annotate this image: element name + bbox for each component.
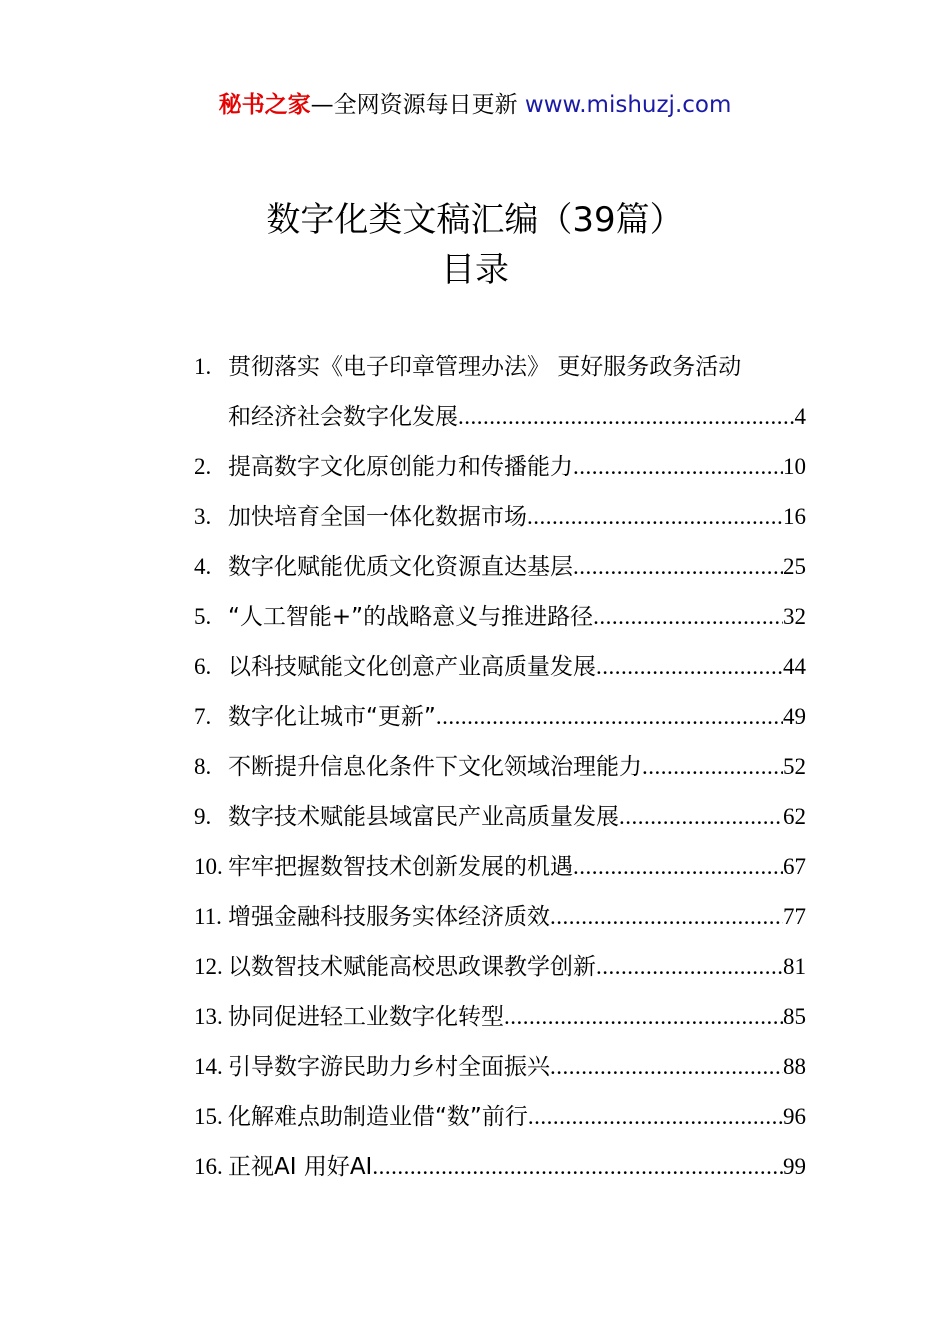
toc-dot-leader: [573, 842, 783, 892]
toc-entry-title: “人工智能+”的战略意义与推进路径: [228, 604, 594, 630]
toc-entry-title: 数字技术赋能县域富民产业高质量发展: [228, 804, 619, 830]
toc-entry-title: 加快培育全国一体化数据市场: [228, 504, 527, 530]
toc-entry-page: 4: [794, 404, 806, 429]
toc-entry-number: 14.: [194, 1054, 223, 1079]
toc-entry[interactable]: [194, 1042, 806, 1092]
toc-entry-number: 4.: [194, 554, 212, 579]
toc-entry-page: 10: [783, 454, 806, 479]
toc-entry-page: 81: [783, 954, 806, 979]
toc-entry-number: 5.: [194, 604, 212, 629]
toc-dot-leader: [642, 742, 783, 792]
toc-entry-page: 77: [783, 904, 806, 929]
toc-dot-leader: [550, 892, 783, 942]
toc-dot-leader: [596, 642, 783, 692]
toc-entry-number: 1.: [194, 354, 212, 379]
toc-entry-number: 2.: [194, 454, 212, 479]
toc-dot-leader: [436, 692, 783, 742]
toc-entry-title: 以数智技术赋能高校思政课教学创新: [228, 954, 596, 980]
toc-entry[interactable]: [194, 792, 806, 842]
toc-entry[interactable]: [194, 692, 806, 742]
toc-entry-page: 96: [783, 1104, 806, 1129]
toc-entry-page: 52: [783, 754, 806, 779]
toc-entry-page: 49: [783, 704, 806, 729]
toc-dot-leader: [550, 1042, 783, 1092]
toc-entry-title: 协同促进轻工业数字化转型: [228, 1004, 504, 1030]
toc-dot-leader: [504, 992, 783, 1042]
toc-entry[interactable]: [194, 742, 806, 792]
toc-entry[interactable]: [194, 1142, 806, 1192]
toc-entry-title: 增强金融科技服务实体经济质效: [228, 904, 550, 930]
toc-entry[interactable]: [194, 342, 806, 442]
brand-name: 秘书之家: [218, 92, 311, 118]
toc-entry-number: 16.: [194, 1154, 223, 1179]
toc-entry-title-line2: 和经济社会数字化发展: [228, 404, 458, 430]
toc-dot-leader: [619, 792, 783, 842]
toc-dot-leader: [573, 542, 783, 592]
document-title: 数字化类文稿汇编（39篇）: [266, 200, 684, 240]
toc-entry-page: 25: [783, 554, 806, 579]
toc-entry-number: 6.: [194, 654, 212, 679]
toc-entry-title: 牢牢把握数智技术创新发展的机遇: [228, 854, 573, 880]
site-header-banner: [0, 88, 950, 122]
toc-entry-page: 32: [783, 604, 806, 629]
table-of-contents: [194, 342, 806, 1192]
toc-entry-title: 不断提升信息化条件下文化领域治理能力: [228, 754, 642, 780]
toc-entry-page: 85: [783, 1004, 806, 1029]
toc-entry[interactable]: [194, 992, 806, 1042]
toc-dot-leader: [372, 1142, 783, 1192]
toc-entry-page: 62: [783, 804, 806, 829]
toc-entry-number: 12.: [194, 954, 223, 979]
toc-entry-number: 7.: [194, 704, 212, 729]
toc-dot-leader: [593, 592, 783, 642]
toc-entry-number: 9.: [194, 804, 212, 829]
toc-dot-leader: [527, 492, 783, 542]
toc-entry-number: 3.: [194, 504, 212, 529]
toc-entry[interactable]: [194, 592, 806, 642]
toc-entry-title: 正视AI 用好AI: [228, 1154, 373, 1180]
toc-entry-title: 引导数字游民助力乡村全面振兴: [228, 1054, 550, 1080]
toc-entry-title: 提高数字文化原创能力和传播能力: [228, 454, 573, 480]
toc-dot-leader: [458, 392, 795, 442]
toc-dot-leader: [573, 442, 783, 492]
toc-entry[interactable]: [194, 442, 806, 492]
toc-entry-title: 化解难点助制造业借“数”前行: [228, 1104, 528, 1130]
toc-entry[interactable]: [194, 842, 806, 892]
toc-dot-leader: [528, 1092, 783, 1142]
toc-entry-title: 数字化让城市“更新”: [228, 704, 436, 730]
toc-entry[interactable]: [194, 892, 806, 942]
toc-entry[interactable]: [194, 642, 806, 692]
toc-heading: 目录: [441, 250, 509, 290]
toc-entry-number: 8.: [194, 754, 212, 779]
header-slogan: —全网资源每日更新: [310, 92, 518, 118]
toc-entry[interactable]: [194, 542, 806, 592]
toc-dot-leader: [596, 942, 783, 992]
toc-entry-title-line1: 贯彻落实《电子印章管理办法》 更好服务政务活动: [228, 354, 742, 380]
toc-entry-title: 数字化赋能优质文化资源直达基层: [228, 554, 573, 580]
toc-entry-page: 16: [783, 504, 806, 529]
toc-entry-number: 15.: [194, 1104, 223, 1129]
toc-entry-number: 11.: [194, 904, 222, 929]
toc-entry-number: 10.: [194, 854, 223, 879]
toc-entry-page: 44: [783, 654, 806, 679]
toc-entry[interactable]: [194, 1092, 806, 1142]
toc-entry[interactable]: [194, 942, 806, 992]
toc-entry[interactable]: [194, 492, 806, 542]
site-url-link[interactable]: www.mishuzj.com: [524, 92, 732, 118]
toc-entry-page: 99: [783, 1154, 806, 1179]
toc-entry-title: 以科技赋能文化创意产业高质量发展: [228, 654, 596, 680]
toc-entry-page: 88: [783, 1054, 806, 1079]
toc-entry-page: 67: [783, 854, 806, 879]
toc-entry-number: 13.: [194, 1004, 223, 1029]
